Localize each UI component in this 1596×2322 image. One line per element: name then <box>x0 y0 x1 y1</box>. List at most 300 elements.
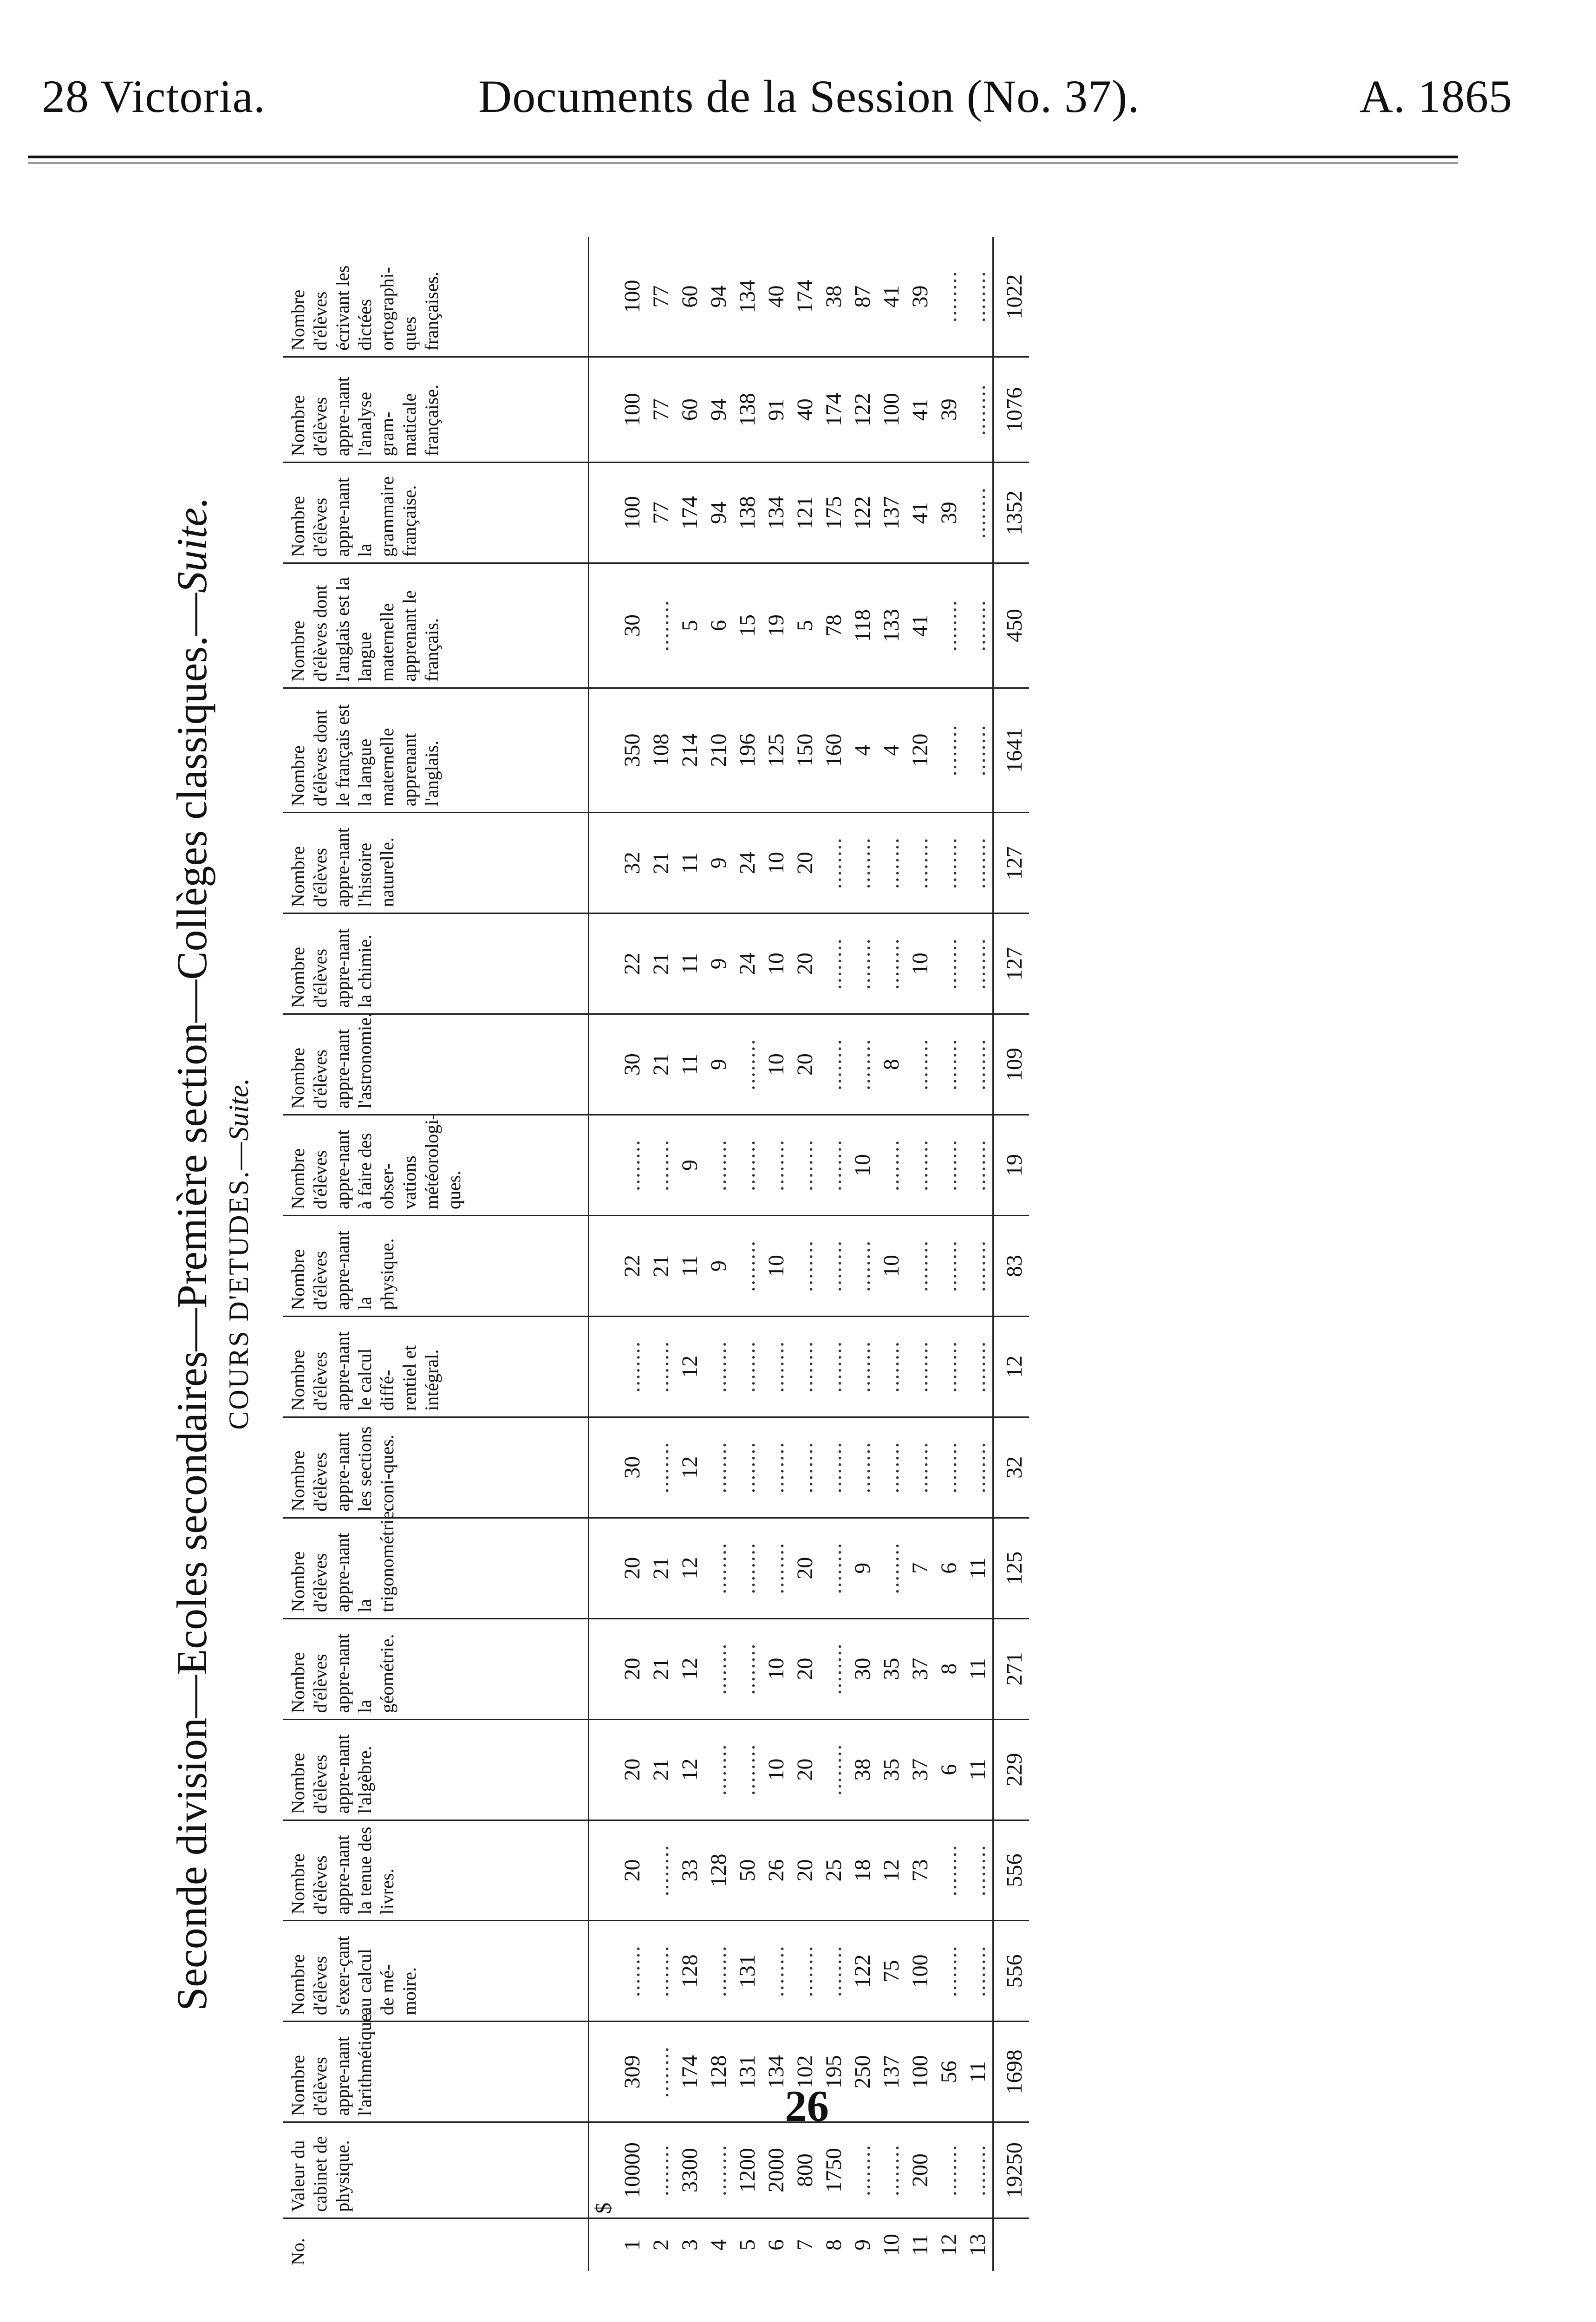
table-cell: ........ <box>733 1719 762 1820</box>
table-cell: 134 <box>762 463 791 563</box>
column-header: Nombre d'élèves dont le français est la langue maternelle apprenant l'anglais. <box>283 688 589 813</box>
table-cell: 39 <box>935 357 964 462</box>
table-cell: ........ <box>704 1921 733 2022</box>
table-cell: 21 <box>647 1518 676 1618</box>
row-number: 8 <box>820 2218 848 2271</box>
table-cell: 214 <box>676 688 704 813</box>
table-cell: ........ <box>762 1316 791 1417</box>
table-cell: 3300 <box>676 2122 704 2218</box>
table-cell: ........ <box>935 2122 964 2218</box>
table-cell: ........ <box>848 913 877 1014</box>
table-cell: 175 <box>820 463 848 563</box>
row-number: 5 <box>733 2218 762 2271</box>
table-row <box>935 237 964 2271</box>
row-number: 4 <box>704 2218 733 2271</box>
table-cell: ........ <box>704 1115 733 1216</box>
table-cell: ........ <box>791 1215 820 1316</box>
row-number: 12 <box>935 2218 964 2271</box>
table-cell: ........ <box>733 1417 762 1518</box>
table-subtitle: COURS D'ETUDES.—Suite. <box>223 1078 254 1430</box>
table-cell: 10 <box>762 1719 791 1820</box>
total-cell: 556 <box>993 1921 1029 2022</box>
table-cell: ........ <box>906 1014 935 1115</box>
column-header: Nombre d'élèves appre-nant la physique. <box>283 1215 589 1316</box>
table-cell: ........ <box>820 1719 848 1820</box>
table-cell: ........ <box>647 1921 676 2022</box>
table-cell: ........ <box>877 1417 906 1518</box>
column-header-row <box>283 237 589 2271</box>
table-cell: 100 <box>620 280 645 313</box>
table-cell: 102 <box>791 2022 820 2122</box>
table-cell: 11 <box>964 1618 993 1719</box>
table-cell: 4 <box>848 688 877 813</box>
table-cell: 11 <box>676 1215 704 1316</box>
table-cell: 19 <box>762 563 791 688</box>
table-row <box>820 237 848 2271</box>
table-cell: ........ <box>618 1921 647 2022</box>
table-cell: 11 <box>676 813 704 913</box>
table-cell: 56 <box>935 2022 964 2122</box>
table-cell: 77 <box>649 285 673 308</box>
column-header: Valeur du cabinet de physique. <box>283 2122 589 2218</box>
table-cell: ........ <box>762 1518 791 1618</box>
table-cell <box>589 1921 619 2022</box>
table-cell: 60 <box>677 285 702 308</box>
total-cell: 1022 <box>993 237 1029 357</box>
table-cell: ........ <box>733 1115 762 1216</box>
table-cell: 30 <box>618 1417 647 1518</box>
table-cell <box>589 1518 619 1618</box>
table-cell: ........ <box>704 1518 733 1618</box>
table-cell: 174 <box>820 357 848 462</box>
table-cell: 9 <box>704 913 733 1014</box>
table-cell: 39 <box>935 463 964 563</box>
column-header: Nombre d'élèves appre-nant l'arithmétique. <box>283 2022 589 2122</box>
table-cell: 77 <box>647 463 676 563</box>
table-cell: ........ <box>935 1921 964 2022</box>
table-cell: 30 <box>618 1014 647 1115</box>
table-cell: 4 <box>877 688 906 813</box>
column-header: Nombre d'élèves appre-nant la grammaire française. <box>283 463 589 563</box>
table-cell: ........ <box>791 1115 820 1216</box>
section-title: Seconde division—Ecoles secondaires—Première section—Collèges classiques.—Suite. <box>168 496 215 2011</box>
table-cell: 37 <box>906 1719 935 1820</box>
table-cell: ........ <box>733 1316 762 1417</box>
table-cell: 8 <box>877 1014 906 1115</box>
top-rule <box>28 156 1458 158</box>
table-cell: ........ <box>935 1014 964 1115</box>
currency-row <box>589 237 619 2271</box>
total-cell: 109 <box>993 1014 1029 1115</box>
total-cell: 1698 <box>993 2022 1029 2122</box>
table-cell <box>589 357 619 462</box>
total-cell: 1076 <box>993 357 1029 462</box>
table-cell: 20 <box>791 1618 820 1719</box>
table-cell: ........ <box>877 1115 906 1216</box>
table-cell: 35 <box>877 1618 906 1719</box>
table-cell: 41 <box>879 285 904 308</box>
totals-label <box>993 2218 1029 2271</box>
currency-symbol: $ <box>589 2122 619 2218</box>
table-cell: 20 <box>791 1719 820 1820</box>
table-cell: 41 <box>906 357 935 462</box>
table-cell: 10 <box>762 1014 791 1115</box>
table-cell: 138 <box>733 463 762 563</box>
table-cell: 12 <box>676 1719 704 1820</box>
table-cell: 11 <box>964 1518 993 1618</box>
table-cell: 77 <box>647 357 676 462</box>
table-cell: 21 <box>647 813 676 913</box>
table-cell: ........ <box>964 1820 993 1921</box>
table-cell: 196 <box>733 688 762 813</box>
row-number: 10 <box>877 2218 906 2271</box>
table-cell: 50 <box>733 1820 762 1921</box>
table-cell: 41 <box>906 463 935 563</box>
column-header: Nombre d'élèves appre-nant l'analyse gram-maticale française. <box>283 357 589 462</box>
table-cell: 6 <box>935 1719 964 1820</box>
table-cell: 20 <box>791 1518 820 1618</box>
table-cell: 100 <box>906 2022 935 2122</box>
table-cell: 21 <box>647 1618 676 1719</box>
table-cell: 131 <box>733 1921 762 2022</box>
table-cell: ........ <box>647 2122 676 2218</box>
table-cell: 108 <box>647 688 676 813</box>
table-cell: 174 <box>676 2022 704 2122</box>
table-cell: 121 <box>791 463 820 563</box>
table-cell: 128 <box>704 1820 733 1921</box>
table-cell: 309 <box>618 2022 647 2122</box>
table-cell: 20 <box>791 1820 820 1921</box>
table-cell <box>589 688 619 813</box>
table-cell <box>589 2218 619 2271</box>
total-cell: 450 <box>993 563 1029 688</box>
table-cell: ........ <box>848 1417 877 1518</box>
table-cell: 10 <box>762 1215 791 1316</box>
total-cell: 127 <box>993 913 1029 1014</box>
table-cell: 24 <box>733 813 762 913</box>
table-cell: 125 <box>762 688 791 813</box>
table-cell: 9 <box>704 1215 733 1316</box>
table-cell: ........ <box>964 913 993 1014</box>
column-header: Nombre d'élèves dont l'anglais est la langue maternelle apprenant le français. <box>283 563 589 688</box>
table-cell: ........ <box>877 1316 906 1417</box>
table-cell: 94 <box>704 357 733 462</box>
row-number: 1 <box>618 2218 647 2271</box>
table-cell: 131 <box>733 2022 762 2122</box>
table-cell: ........ <box>820 1618 848 1719</box>
table-cell: 137 <box>877 2022 906 2122</box>
table-cell: 200 <box>906 2122 935 2218</box>
table-cell: ........ <box>906 1417 935 1518</box>
table-cell: 22 <box>618 1215 647 1316</box>
table-cell: 11 <box>676 913 704 1014</box>
table-cell: ........ <box>704 1618 733 1719</box>
table-cell: 118 <box>848 563 877 688</box>
column-header: Nombre d'élèves appre-nant la géométrie. <box>283 1618 589 1719</box>
table-row <box>848 237 877 2271</box>
column-header: Nombre d'élèves appre-nant l'histoire naturelle. <box>283 813 589 913</box>
table-cell: 100 <box>618 463 647 563</box>
table-cell: ........ <box>877 913 906 1014</box>
table-cell <box>589 813 619 913</box>
table-cell: 7 <box>906 1518 935 1618</box>
column-header: Nombre d'élèves appre-nant la tenue des livres. <box>283 1820 589 1921</box>
column-header: Nombre d'élèves appre-nant le calcul diffé-rentiel et intégral. <box>283 1316 589 1417</box>
table-cell: 11 <box>676 1014 704 1115</box>
table-row <box>676 237 704 2271</box>
table-body <box>589 237 1029 2271</box>
table-cell: 6 <box>704 563 733 688</box>
table-cell: ........ <box>935 1417 964 1518</box>
table-cell: 134 <box>762 2022 791 2122</box>
table-cell: 94 <box>704 463 733 563</box>
table-cell: 174 <box>676 463 704 563</box>
table-cell: 122 <box>848 357 877 462</box>
table-cell: 38 <box>848 1719 877 1820</box>
table-cell: ........ <box>964 688 993 813</box>
table-cell: ........ <box>647 2022 676 2122</box>
table-cell: ........ <box>906 813 935 913</box>
table-cell: 10 <box>848 1115 877 1216</box>
table-cell: 18 <box>848 1820 877 1921</box>
statistics-table <box>283 237 1029 2271</box>
table-cell: ........ <box>964 813 993 913</box>
table-cell: ........ <box>964 1316 993 1417</box>
table-cell: ........ <box>647 1115 676 1216</box>
table-cell: 9 <box>704 1014 733 1115</box>
table-cell: ........ <box>964 2122 993 2218</box>
table-cell: ........ <box>820 1518 848 1618</box>
table-cell: 9 <box>676 1115 704 1216</box>
table-cell: 38 <box>821 285 846 308</box>
page-number: 26 <box>785 2081 829 2131</box>
table-cell: 20 <box>791 913 820 1014</box>
table-cell: ........ <box>618 1115 647 1216</box>
column-header: Nombre d'élèves appre-nant les sections coni-ques. <box>283 1417 589 1518</box>
table-cell: 32 <box>618 813 647 913</box>
table-cell: ........ <box>935 1215 964 1316</box>
table-cell: ........ <box>906 1215 935 1316</box>
table-cell: 9 <box>848 1518 877 1618</box>
table-cell: 25 <box>820 1820 848 1921</box>
table-cell: 137 <box>877 463 906 563</box>
table-cell: ........ <box>704 1417 733 1518</box>
rotated-table-block <box>168 237 1467 2271</box>
total-cell: 19 <box>993 1115 1029 1216</box>
table-cell: ........ <box>733 1014 762 1115</box>
row-number: 6 <box>762 2218 791 2271</box>
table-cell: 133 <box>877 563 906 688</box>
table-cell: 75 <box>877 1921 906 2022</box>
total-cell: 556 <box>993 1820 1029 1921</box>
table-cell: 10 <box>762 1618 791 1719</box>
table-cell: 150 <box>791 688 820 813</box>
table-cell: ........ <box>965 270 990 323</box>
table-cell: 39 <box>908 285 932 308</box>
table-cell: 10 <box>906 913 935 1014</box>
table-cell <box>589 1618 619 1719</box>
column-header: Nombre d'élèves appre-nant l'astronomie. <box>283 1014 589 1115</box>
table-cell: ........ <box>820 1417 848 1518</box>
table-cell: ........ <box>848 1316 877 1417</box>
total-cell: 19250 <box>993 2122 1029 2218</box>
table-cell: 21 <box>647 1719 676 1820</box>
table-cell: 100 <box>906 1921 935 2022</box>
row-number: 9 <box>848 2218 877 2271</box>
table-cell: ........ <box>964 1215 993 1316</box>
table-cell: ........ <box>935 688 964 813</box>
table-cell: 24 <box>733 913 762 1014</box>
row-number: 3 <box>676 2218 704 2271</box>
table-cell: 30 <box>618 563 647 688</box>
table-cell <box>589 463 619 563</box>
column-header: Nombre d'élèves appre-nant l'algèbre. <box>283 1719 589 1820</box>
table-cell: 250 <box>848 2022 877 2122</box>
table-cell: ........ <box>791 1417 820 1518</box>
table-cell: ........ <box>935 1316 964 1417</box>
table-cell: 11 <box>964 1719 993 1820</box>
table-cell: 6 <box>935 1518 964 1618</box>
table-cell: ........ <box>618 1316 647 1417</box>
table-cell: ........ <box>877 1518 906 1618</box>
table-cell: 30 <box>848 1618 877 1719</box>
table-cell: ........ <box>820 1215 848 1316</box>
table-cell: ........ <box>848 2122 877 2218</box>
table-cell: 5 <box>791 563 820 688</box>
total-cell: 127 <box>993 813 1029 913</box>
table-cell: 100 <box>877 357 906 462</box>
table-cell <box>589 1719 619 1820</box>
total-cell: 83 <box>993 1215 1029 1316</box>
table-cell: 160 <box>820 688 848 813</box>
table-cell: 60 <box>676 357 704 462</box>
total-cell: 32 <box>993 1417 1029 1518</box>
table-cell: 12 <box>676 1518 704 1618</box>
total-cell: 12 <box>993 1316 1029 1417</box>
column-header: Nombre d'élèves s'exer-çant au calcul de mé-moire. <box>283 1921 589 2022</box>
table-cell: 21 <box>647 1014 676 1115</box>
table-row <box>618 237 647 2271</box>
table-cell: 350 <box>618 688 647 813</box>
table-cell: 20 <box>618 1518 647 1618</box>
table-cell: ........ <box>762 1115 791 1216</box>
row-number: 13 <box>964 2218 993 2271</box>
table-cell: ........ <box>820 913 848 1014</box>
table-cell: 15 <box>733 563 762 688</box>
table-cell: 33 <box>676 1820 704 1921</box>
table-cell: 78 <box>820 563 848 688</box>
table-cell <box>589 2022 619 2122</box>
table-cell: ........ <box>791 1921 820 2022</box>
table-cell: 12 <box>676 1316 704 1417</box>
table-cell: 22 <box>618 913 647 1014</box>
table-row <box>762 237 791 2271</box>
table-cell: 9 <box>704 813 733 913</box>
table-cell: 10 <box>877 1215 906 1316</box>
table-cell: ........ <box>820 1014 848 1115</box>
table-cell: ........ <box>848 813 877 913</box>
table-cell: ........ <box>704 1719 733 1820</box>
column-header: Nombre d'élèves appre-nant à faire des obser-vations météorologi-ques. <box>283 1115 589 1216</box>
table-cell: ........ <box>704 2122 733 2218</box>
column-header: Nombre d'élèves appre-nant la trigonométrie. <box>283 1518 589 1618</box>
table-cell: 10 <box>762 813 791 913</box>
table-cell: ........ <box>820 1921 848 2022</box>
table-row <box>877 237 906 2271</box>
total-cell: 1352 <box>993 463 1029 563</box>
table-cell: 91 <box>762 357 791 462</box>
table-row <box>647 237 676 2271</box>
table-cell: ........ <box>647 1316 676 1417</box>
table-cell: ........ <box>791 1316 820 1417</box>
table-cell: ........ <box>820 1115 848 1216</box>
table-cell: ........ <box>937 270 961 323</box>
table-cell: 100 <box>618 357 647 462</box>
table-cell: 40 <box>791 357 820 462</box>
table-cell: ........ <box>647 563 676 688</box>
table-cell: 10 <box>762 913 791 1014</box>
header-year: A. 1865 <box>1359 71 1512 122</box>
table-cell: ........ <box>935 913 964 1014</box>
table-row <box>906 237 935 2271</box>
table-cell: 12 <box>676 1417 704 1518</box>
table-cell: ........ <box>964 563 993 688</box>
table-cell: ........ <box>964 1014 993 1115</box>
table-cell: ........ <box>848 1215 877 1316</box>
table-cell: 12 <box>877 1820 906 1921</box>
table-row <box>704 237 733 2271</box>
table-cell: ........ <box>820 1316 848 1417</box>
table-cell: 12 <box>676 1618 704 1719</box>
table-cell: 128 <box>676 1921 704 2022</box>
table-cell: ........ <box>848 1014 877 1115</box>
table-cell: 20 <box>618 1820 647 1921</box>
table-cell: 128 <box>704 2022 733 2122</box>
table-cell: 10000 <box>618 2122 647 2218</box>
table-cell: 20 <box>618 1618 647 1719</box>
table-cell: ........ <box>820 813 848 913</box>
total-cell: 1641 <box>993 688 1029 813</box>
table-cell: 210 <box>704 688 733 813</box>
table-row <box>791 237 820 2271</box>
table-cell: ........ <box>964 1115 993 1216</box>
table-cell: ........ <box>964 357 993 462</box>
table-cell: 87 <box>850 285 875 308</box>
table-cell: 195 <box>820 2022 848 2122</box>
table-cell: 20 <box>791 1014 820 1115</box>
table-cell: ........ <box>906 1115 935 1216</box>
table-cell: ........ <box>647 1820 676 1921</box>
table-cell: ........ <box>964 463 993 563</box>
header-volume: 28 Victoria. <box>42 71 266 122</box>
table-row <box>733 237 762 2271</box>
row-number: 7 <box>791 2218 820 2271</box>
table-cell: 174 <box>793 280 817 313</box>
table-cell <box>589 1820 619 1921</box>
table-cell: ........ <box>964 1417 993 1518</box>
table-cell: 35 <box>877 1719 906 1820</box>
table-cell: 40 <box>764 285 788 308</box>
table-cell: 2000 <box>762 2122 791 2218</box>
header-document-title: Documents de la Session (No. 37). <box>478 71 1140 122</box>
table-cell: ........ <box>964 1921 993 2022</box>
table-cell: ........ <box>935 813 964 913</box>
row-number: 11 <box>906 2218 935 2271</box>
table-cell: 8 <box>935 1618 964 1719</box>
table-cell: 800 <box>791 2122 820 2218</box>
table-cell: 138 <box>733 357 762 462</box>
table-cell: ........ <box>935 563 964 688</box>
